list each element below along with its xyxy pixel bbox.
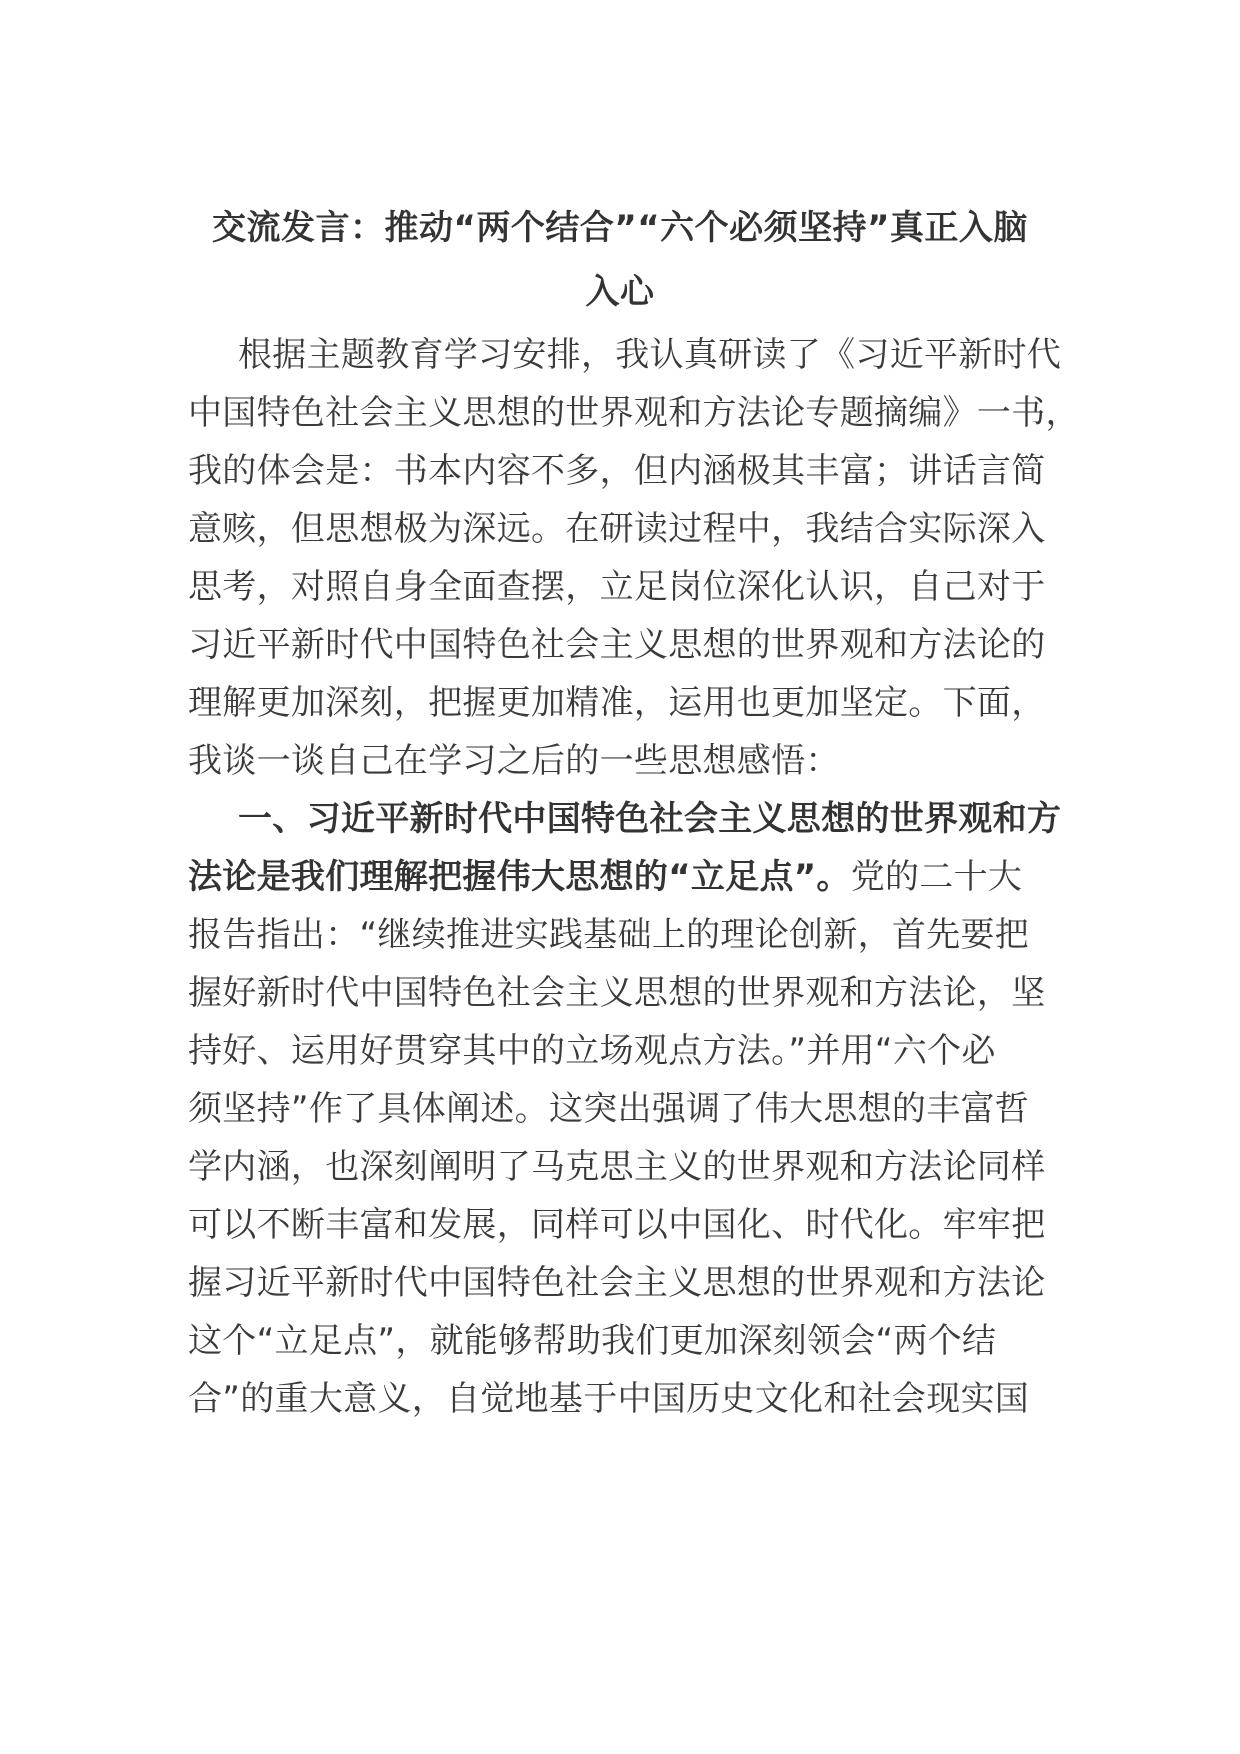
paragraph-2-line-3: 持好、运用好贯穿其中的立场观点方法。”并用“六个必: [188, 1031, 996, 1071]
paragraph-2-line-5: 学内涵，也深刻阐明了马克思主义的世界观和方法论同样: [188, 1147, 1046, 1187]
paragraph-2-line-4: 须坚持”作了具体阐述。这突出强调了伟大思想的丰富哲: [188, 1089, 1030, 1129]
section-1-heading-rest: 党的二十大: [850, 857, 1023, 897]
paragraph-1-line-2: 中国特色社会主义思想的世界观和方法论专题摘编》一书，: [188, 393, 1080, 433]
document-title-line-2: 入心: [585, 272, 655, 312]
section-1-heading-line-2: [188, 845, 1068, 909]
paragraph-2-line-8: 这个“立足点”，就能够帮助我们更加深刻领会“两个结: [188, 1321, 997, 1361]
section-1-heading-bold: 法论是我们理解把握伟大思想的“立足点”。: [188, 857, 851, 897]
paragraph-2-line-6: 可以不断丰富和发展，同样可以中国化、时代化。牢牢把: [188, 1205, 1046, 1245]
paragraph-2-line-2: 握好新时代中国特色社会主义思想的世界观和方法论，坚: [188, 973, 1046, 1013]
paragraph-1-line-4: 意赅，但思想极为深远。在研读过程中，我结合实际深入: [188, 509, 1046, 549]
paragraph-2-line-7: 握习近平新时代中国特色社会主义思想的世界观和方法论: [188, 1263, 1046, 1303]
paragraph-1-line-5: 思考，对照自身全面查摆，立足岗位深化认识，自己对于: [188, 567, 1046, 607]
paragraph-2-line-9: 合”的重大意义，自觉地基于中国历史文化和社会现实国: [188, 1379, 1030, 1419]
document-title-line-1: 交流发言：推动“两个结合”“六个必须坚持”真正入脑: [212, 208, 1028, 248]
paragraph-1-line-7: 理解更加深刻，把握更加精准，运用也更加坚定。下面，: [188, 683, 1046, 723]
paragraph-1-line-1: 根据主题教育学习安排，我认真研读了《习近平新时代: [238, 335, 1062, 375]
section-1-heading-line-1: 一、习近平新时代中国特色社会主义思想的世界观和方: [238, 799, 1062, 839]
paragraph-1-line-6: 习近平新时代中国特色社会主义思想的世界观和方法论的: [188, 625, 1046, 665]
paragraph-2-line-1: 报告指出：“继续推进实践基础上的理论创新，首先要把: [188, 915, 1030, 955]
paragraph-1-line-3: 我的体会是：书本内容不多，但内涵极其丰富；讲话言简: [188, 451, 1046, 491]
paragraph-1-line-8: 我谈一谈自己在学习之后的一些思想感悟：: [188, 741, 840, 781]
